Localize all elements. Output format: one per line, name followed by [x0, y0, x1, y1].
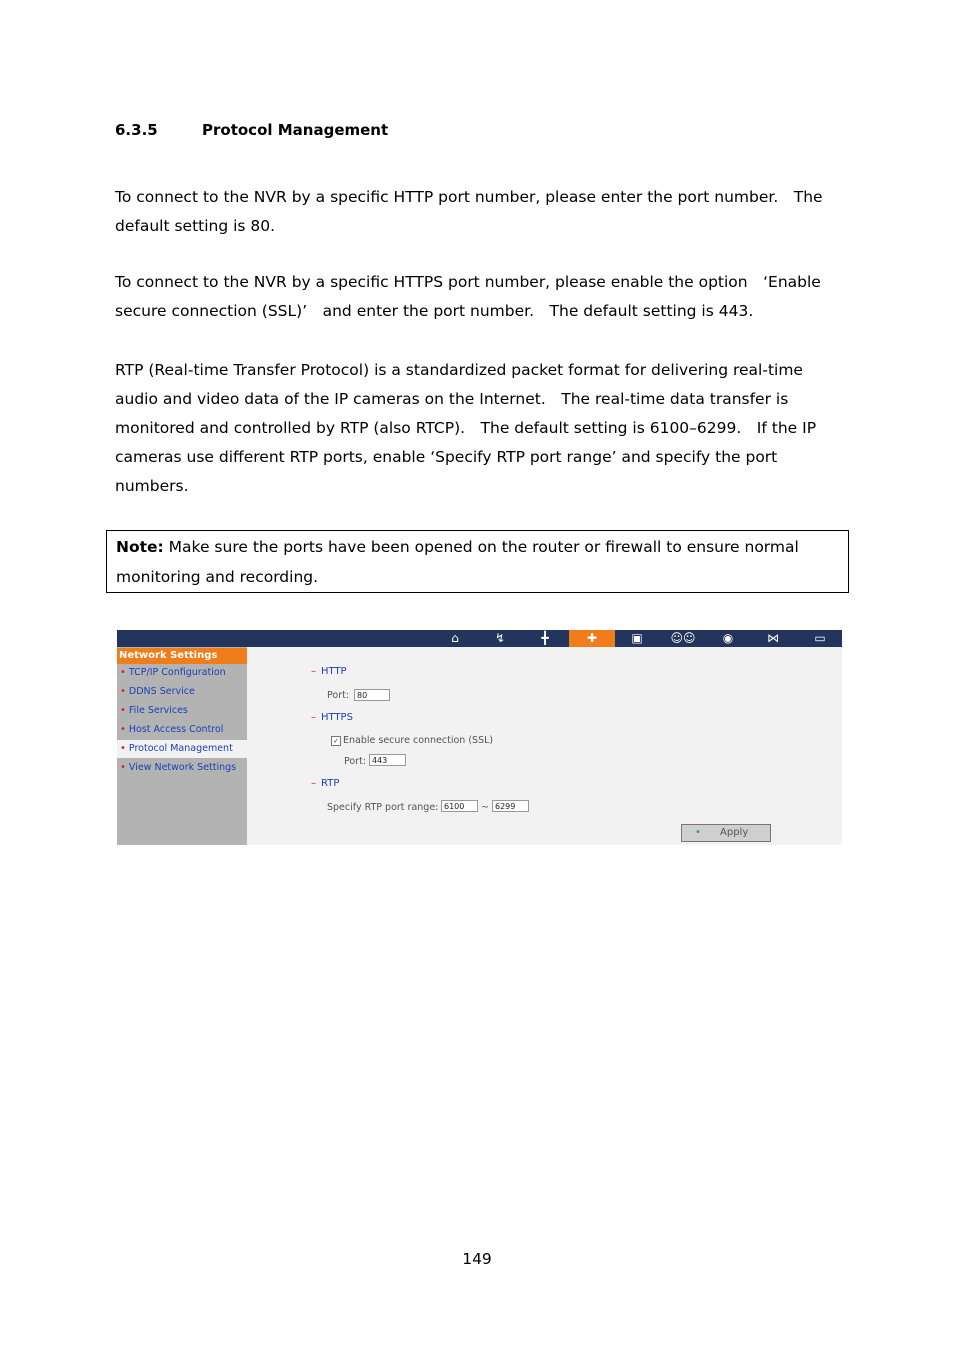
- apply-dot-icon: •: [695, 827, 701, 838]
- camera-icon[interactable]: ◉: [722, 631, 734, 645]
- bullet-icon: •: [120, 724, 126, 735]
- video-icon[interactable]: ▭: [814, 631, 826, 645]
- sidebar-item-file-services[interactable]: [117, 702, 247, 720]
- apply-button[interactable]: • Apply: [681, 824, 771, 842]
- logs-icon[interactable]: ⋈: [767, 631, 779, 645]
- home-icon[interactable]: ⌂: [451, 631, 459, 645]
- sidebar-title: Network Settings: [117, 648, 247, 664]
- sidebar-item-ddns[interactable]: [117, 683, 247, 701]
- sidebar-item-view-network[interactable]: [117, 759, 247, 777]
- network-icon[interactable]: ✚: [569, 630, 615, 647]
- rtp-range-from-input[interactable]: 6100: [441, 800, 478, 812]
- section-title: Protocol Management: [202, 121, 389, 139]
- https-port-input[interactable]: 443: [369, 754, 406, 766]
- users-icon[interactable]: ☺☺: [670, 631, 696, 645]
- section-number: 6.3.5: [115, 121, 158, 139]
- top-toolbar: [117, 630, 842, 647]
- bullet-icon: •: [120, 705, 126, 716]
- note-body: Make sure the ports have been opened on the router or firewall to ensure normal monitoring and recording.: [116, 538, 799, 586]
- sidebar-item-tcpip[interactable]: [117, 664, 247, 682]
- paragraph-https: To connect to the NVR by a specific HTTPS port number, please enable the option ‘Enable secure connection (SSL)’ and enter the port number. The default setting is 443.: [115, 273, 821, 320]
- collapse-icon: –: [311, 778, 316, 789]
- bullet-icon: •: [120, 686, 126, 697]
- page-number: 149: [462, 1250, 492, 1268]
- system-tools-icon[interactable]: ╋: [541, 631, 549, 645]
- nvr-settings-screenshot: [117, 630, 842, 845]
- quick-config-icon[interactable]: ↯: [494, 631, 506, 645]
- settings-panel: [247, 647, 842, 845]
- collapse-icon: –: [311, 666, 316, 677]
- sidebar-item-host-access[interactable]: [117, 721, 247, 739]
- rtp-heading[interactable]: – RTP: [311, 778, 340, 789]
- http-port-input[interactable]: 80: [354, 689, 390, 701]
- ssl-checkbox[interactable]: ✓: [331, 736, 341, 746]
- http-heading[interactable]: – HTTP: [311, 666, 347, 677]
- bullet-icon: •: [120, 667, 126, 678]
- sidebar-item-label: Host Access Control: [128, 724, 224, 735]
- sidebar-item-label: File Services: [128, 705, 188, 716]
- ssl-label: Enable secure connection (SSL): [343, 735, 494, 746]
- note-text: [116, 532, 841, 592]
- http-port-label: Port:: [327, 690, 350, 701]
- sidebar-item-label: Protocol Management: [128, 743, 233, 754]
- rtp-range-separator: ~: [481, 802, 489, 813]
- https-heading[interactable]: – HTTPS: [311, 712, 353, 723]
- devices-icon[interactable]: ▣: [631, 631, 643, 645]
- https-port-label: Port:: [344, 756, 367, 767]
- sidebar: [117, 647, 247, 845]
- note-box: [106, 530, 849, 593]
- sidebar-item-protocol-management[interactable]: [117, 740, 247, 758]
- paragraph-http: To connect to the NVR by a specific HTTP port number, please enter the port number. The default setting is 80.: [115, 188, 823, 235]
- bullet-icon: •: [120, 762, 126, 773]
- sidebar-item-label: View Network Settings: [128, 762, 237, 773]
- sidebar-item-label: TCP/IP Configuration: [128, 667, 226, 678]
- paragraph-rtp: RTP (Real-time Transfer Protocol) is a standardized packet format for delivering real-time audio and video data of the IP cameras on the Internet. The real-time data transfer is monitored and controlled by RTP (also RTCP). The default setting is 6100–6299. If the IP cameras use different RTP ports, enable ‘Specify RTP port range’ and specify the port numbers.: [115, 361, 817, 495]
- bullet-icon: •: [120, 743, 126, 754]
- collapse-icon: –: [311, 712, 316, 723]
- rtp-range-label: Specify RTP port range:: [327, 802, 439, 813]
- sidebar-item-label: DDNS Service: [128, 686, 195, 697]
- note-label: Note:: [116, 538, 164, 556]
- rtp-range-to-input[interactable]: 6299: [492, 800, 529, 812]
